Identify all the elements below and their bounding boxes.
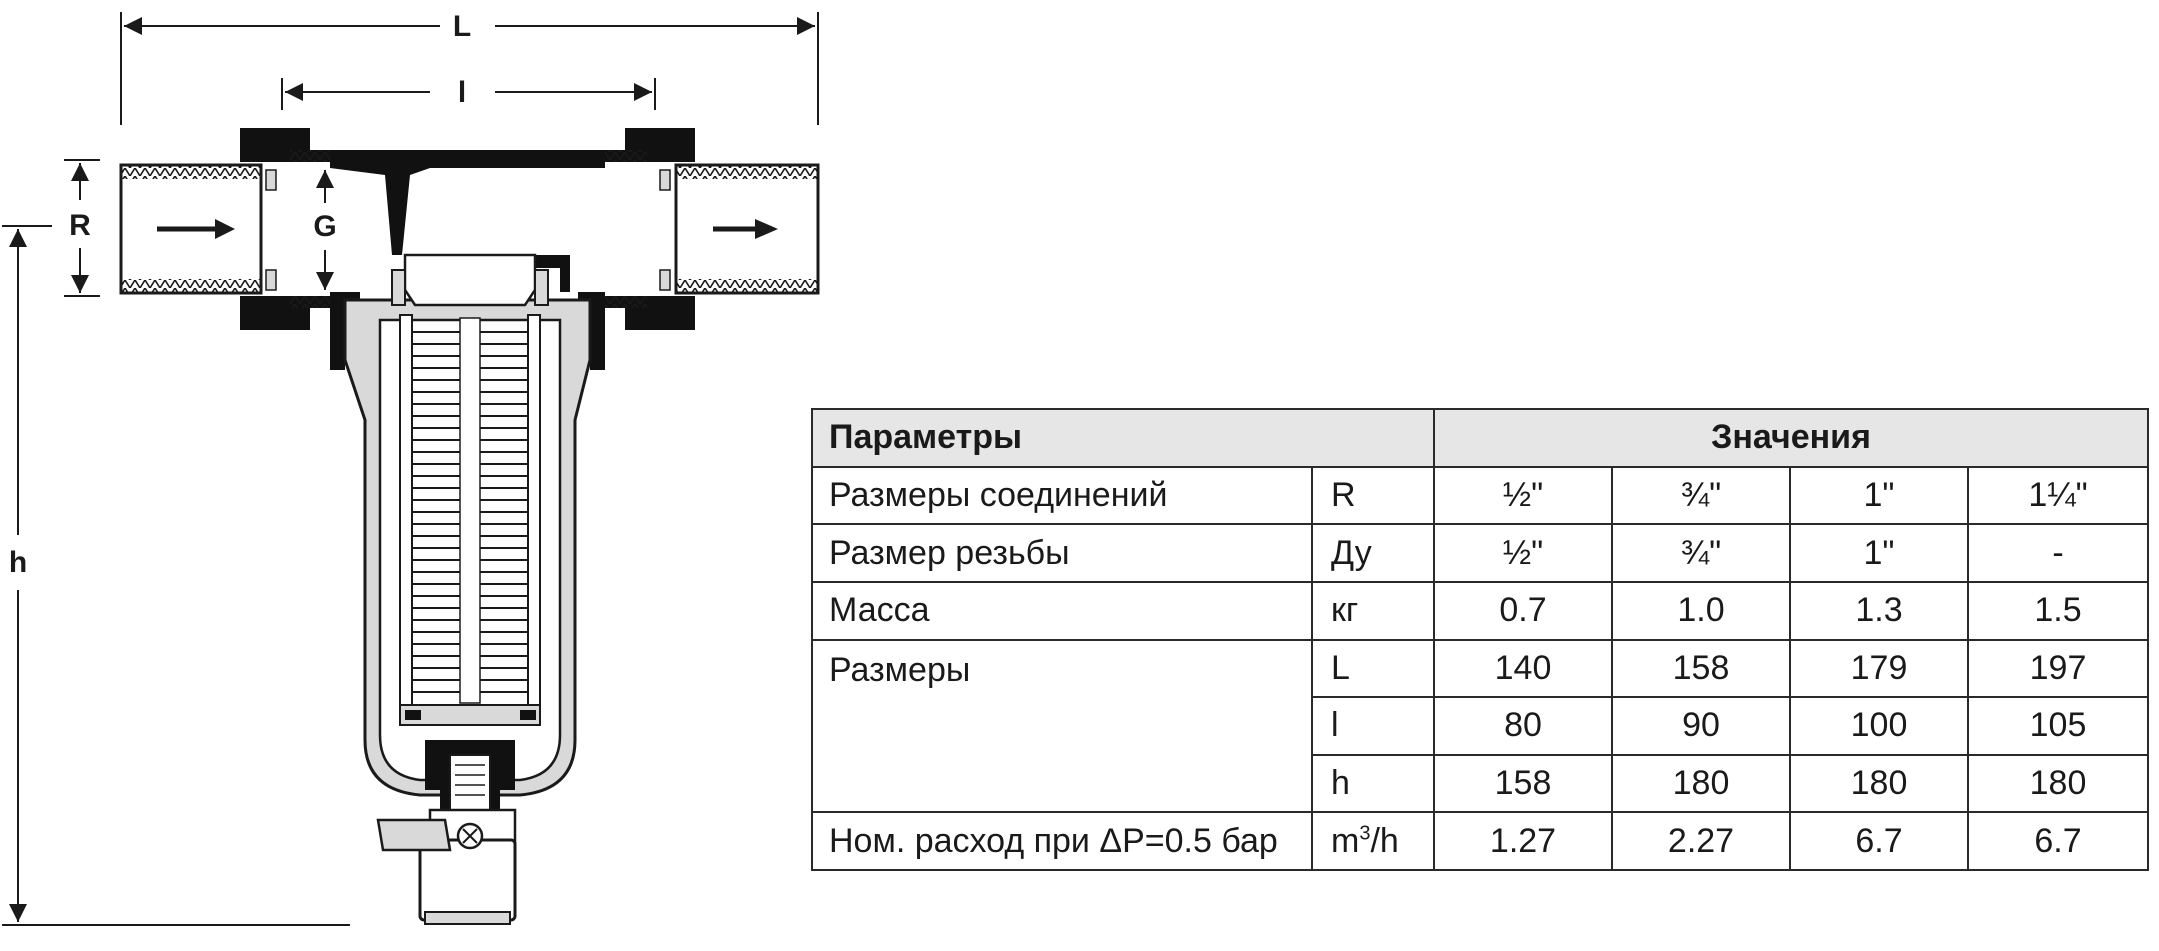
table-row — [812, 524, 2148, 582]
dimension-G — [313, 170, 336, 290]
row-value: 1.5 — [1968, 582, 2148, 640]
row-value: 6.7 — [1790, 812, 1968, 870]
row-value: 80 — [1434, 697, 1612, 755]
row-value: 1.0 — [1612, 582, 1790, 640]
row-value: 180 — [1968, 755, 2148, 813]
dimension-h — [2, 226, 350, 925]
row-value: ½" — [1434, 467, 1612, 525]
label-G: G — [313, 210, 337, 243]
row-value: 158 — [1434, 755, 1612, 813]
table-header-row — [812, 409, 2148, 467]
row-value: 140 — [1434, 640, 1612, 698]
row-unit: L — [1312, 640, 1434, 698]
row-value: 180 — [1612, 755, 1790, 813]
label-R: R — [69, 209, 91, 242]
row-value: - — [1968, 524, 2148, 582]
label-L: L — [452, 10, 472, 43]
row-param: Размеры соединений — [812, 467, 1312, 525]
row-value: 6.7 — [1968, 812, 2148, 870]
label-l: l — [457, 76, 467, 109]
row-value: 1.3 — [1790, 582, 1968, 640]
row-value: 90 — [1612, 697, 1790, 755]
row-unit: l — [1312, 697, 1434, 755]
table-row — [812, 640, 2148, 698]
table-row — [812, 582, 2148, 640]
row-param: Размер резьбы — [812, 524, 1312, 582]
row-unit: кг — [1312, 582, 1434, 640]
label-h: h — [8, 546, 28, 579]
filter-body — [121, 128, 818, 924]
dimension-L — [121, 10, 818, 125]
row-value: 1" — [1790, 524, 1968, 582]
specification-table — [811, 408, 2149, 871]
row-unit — [1312, 812, 1434, 870]
filter-cross-section-drawing — [0, 0, 820, 951]
row-param: Масса — [812, 582, 1312, 640]
row-param: Размеры — [812, 640, 1312, 813]
table-row — [812, 812, 2148, 870]
row-value: 179 — [1790, 640, 1968, 698]
row-unit: h — [1312, 755, 1434, 813]
row-unit: R — [1312, 467, 1434, 525]
row-value: ½" — [1434, 524, 1612, 582]
row-unit: Ду — [1312, 524, 1434, 582]
row-value: ¾" — [1612, 524, 1790, 582]
row-value: 105 — [1968, 697, 2148, 755]
row-value: ¾" — [1612, 467, 1790, 525]
unit-rest: /h — [1370, 821, 1399, 860]
dimension-R — [64, 160, 100, 296]
row-value: 0.7 — [1434, 582, 1612, 640]
row-value: 1¼" — [1968, 467, 2148, 525]
row-value: 100 — [1790, 697, 1968, 755]
row-value: 1" — [1790, 467, 1968, 525]
row-value: 1.27 — [1434, 812, 1612, 870]
unit-superscript: 3 — [1359, 822, 1371, 845]
dimension-l — [282, 76, 655, 110]
header-values: Значения — [1434, 409, 2148, 467]
row-value: 158 — [1612, 640, 1790, 698]
row-value: 2.27 — [1612, 812, 1790, 870]
row-value: 180 — [1790, 755, 1968, 813]
header-params: Параметры — [812, 409, 1434, 467]
unit-base: m — [1331, 821, 1360, 860]
row-param: Ном. расход при ΔP=0.5 бар — [812, 812, 1312, 870]
row-value: 197 — [1968, 640, 2148, 698]
table-row — [812, 467, 2148, 525]
